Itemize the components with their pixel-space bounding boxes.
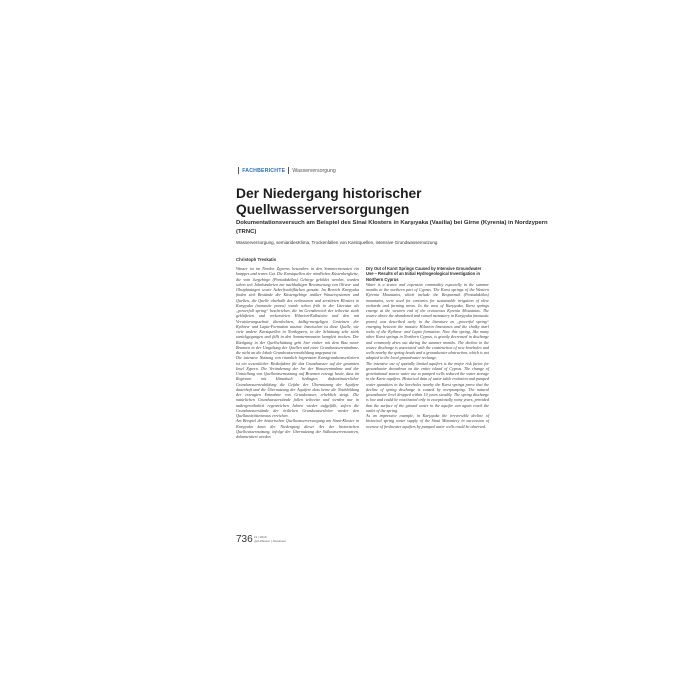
abstract-english-paragraph: The intensive use of spatially limited aquifers is the major risk factor for groundwater drawdown on the entire island of Cyprus. The change of gravitational source water use to pumped wells reduced the water storage in the Karst aquifers. Historical data of water table evolution and pumped water quantities in the boreholes nearby the Karst springs prove that the decline of spring discharge is caused by overpumping. The natural groundwater level dropped within 10 years steadily. The spring discharge is low and could be reactivated only in exceptionally rainy years, provided that the surface of the ground water in the aquifer can again reach the outlet of the spring.: [366, 360, 489, 413]
abstract-english-heading: Dry Out of Karst Springs Caused by Intensive Groundwater Use – Results of an Initial Hydrogeological Investigation in Northern Cyprus: [366, 266, 482, 282]
page-number: 736: [236, 534, 253, 545]
article-title: Der Niedergang historischer Quellwasserversorgungen: [236, 186, 422, 217]
footer-journal-info: [254, 535, 334, 543]
abstract-german: [236, 266, 359, 439]
abstract-english-paragraph: As an impressive example, in Karşıyaka the irreversible decline of historical spring water supply of the Sinai Monastery in succession of overuse of freshwater aquifers by pumped water wells could be observed.: [366, 413, 489, 429]
footer-issue: 11 | 2019: [254, 535, 267, 539]
header-bar-left: [238, 167, 239, 174]
header-divider: [288, 167, 289, 174]
article-subtitle: Dokumentationsversuch am Beispiel des Sinai Klosters in Karşıyaka (Vasilia) bei Girne (Kyrenia) in Nordzypern (TRNC): [236, 220, 548, 235]
section-label: FACHBERICHTE: [242, 168, 286, 174]
abstract-german-paragraph: Am Beispiel der historischen Quellwasserversorgung am Sinai-Kloster in Karşıyaka kann der Niedergang dieser Art der historischen Quellwassernutzung, infolge der Übernutzung der Süßwasserressourcen, dokumentiert werden.: [236, 418, 359, 439]
abstract-german-paragraph: Die intensive Nutzung von räumlich begrenzten Karstgrundwasserleitern ist ein wesentlicher Risikofaktor für das Grundwasser auf der gesamten Insel Zypern. Die Veränderung der Art der Wasserentnahme und der Umstellung von Quellwassernutzung auf Brunnen erzeugt heute, dass im Regionen mit klimatisch bedingter, diskontinuierlicher Grundwasserneubildung die Gefahr der Übernutzung der Aquifere dauerhaft und die Übernutzung der Aquifere dass keine die Nachbildung der erzeugten Entnahme von Grundwasser, erheblich steigt. Die natürlichen Grundwasserstände fallen teilweise und werden nur in außergewöhnlich regenreichen Jahren wieder aufgefüllt, sofern die Grundwasserstände der örtlichen Grundwasserleiter wieder den Quellaustrittsniveaus erreichen.: [236, 355, 359, 418]
abstract-german-paragraph: Wasser ist im Norden Zyperns besonders in den Sommermonaten ein knappes und teures Gut. Die Karstquellen der nördlichen Küstenbergkette, die vom Jurgebirge (Pentadaktilos) Gebirge gebildet werden, wurden schon seit Jahrhunderten zur nachhaltigen Bewässerung von Oliven- und Obstplantagen sowie Ackerfruchtflächen genutzt. Im Bereich Karşıyaka finden sich Bestände der Küstengebirge antiker Wassersystemen und Quellen, die Quelle oberhalb des verlassenen und zerstörten Klosters in Karşıyaka (monastic ponos) wurde schon früh in der Literatur als „powerfull spring“ beschrieben, die im Grenzbereich der teilweise stark geklüfteten und verkarsteten Hilarion-Kalksteine und den mit Verwitterungsschutt überdeckten, kalkig-mergeligen Gesteinen der Kythrea- und Lapta-Formation austrat. Inzwischen ist diese Quelle, wie viele andere Karstquellen in Nordzypern, in der Schüttung sehr stark zurückgegangen und fällt in den Sommermonaten komplett trocken. Der Rückgang in der Quellschüttung geht hier einher mit dem Bau neuer Brunnen in der Umgebung der Quellen und einer Grundwasserentnahme, die nicht an die lokale Grundwasserneubildung angepasst ist.: [236, 266, 359, 355]
abstract-english: [366, 266, 489, 429]
article-author: Christoph Treskatis: [236, 257, 277, 262]
abstract-english-paragraph: Water is a scarce and expensive commodity especially in the summer months in the northern part of Cyprus. The Karst springs of the Western Kyrenia Mountains, which include the Besparmak (Pentadaktilos) mountains, were used for centuries for sustainable irrigation of olive orchards and farming areas. In the area of Karşıyaka, Karst springs emerge at the western end of the cretaceous Kyrenia Mountains. The source above the abandoned and ruined monastery in Karşıyaka (monastic ponos) was described early in the literature as „powerful spring“ emerging between the massive Hilarion limestones and the chalky marl rocks of the Kythrea- and Lapta formation. Now this spring, like many other Karst springs in Northern Cyprus, is greatly decreased in discharge and commonly dries out during the summer months. The decline in the source discharge is associated with the construction of new boreholes and wells nearby the spring heads and a groundwater abstraction, which is not adapted to the local groundwater recharge.: [366, 281, 489, 361]
footer-journal: gwf-Wasser | Abwasser: [254, 539, 287, 543]
subsection-label: Wasserversorgung: [292, 168, 336, 174]
section-header: [235, 166, 475, 176]
article-keywords: Wasserversorgung, semiaridesKlima, Trockenfallen von Karstquellen, intensive Grundwassernutzung: [236, 240, 438, 245]
